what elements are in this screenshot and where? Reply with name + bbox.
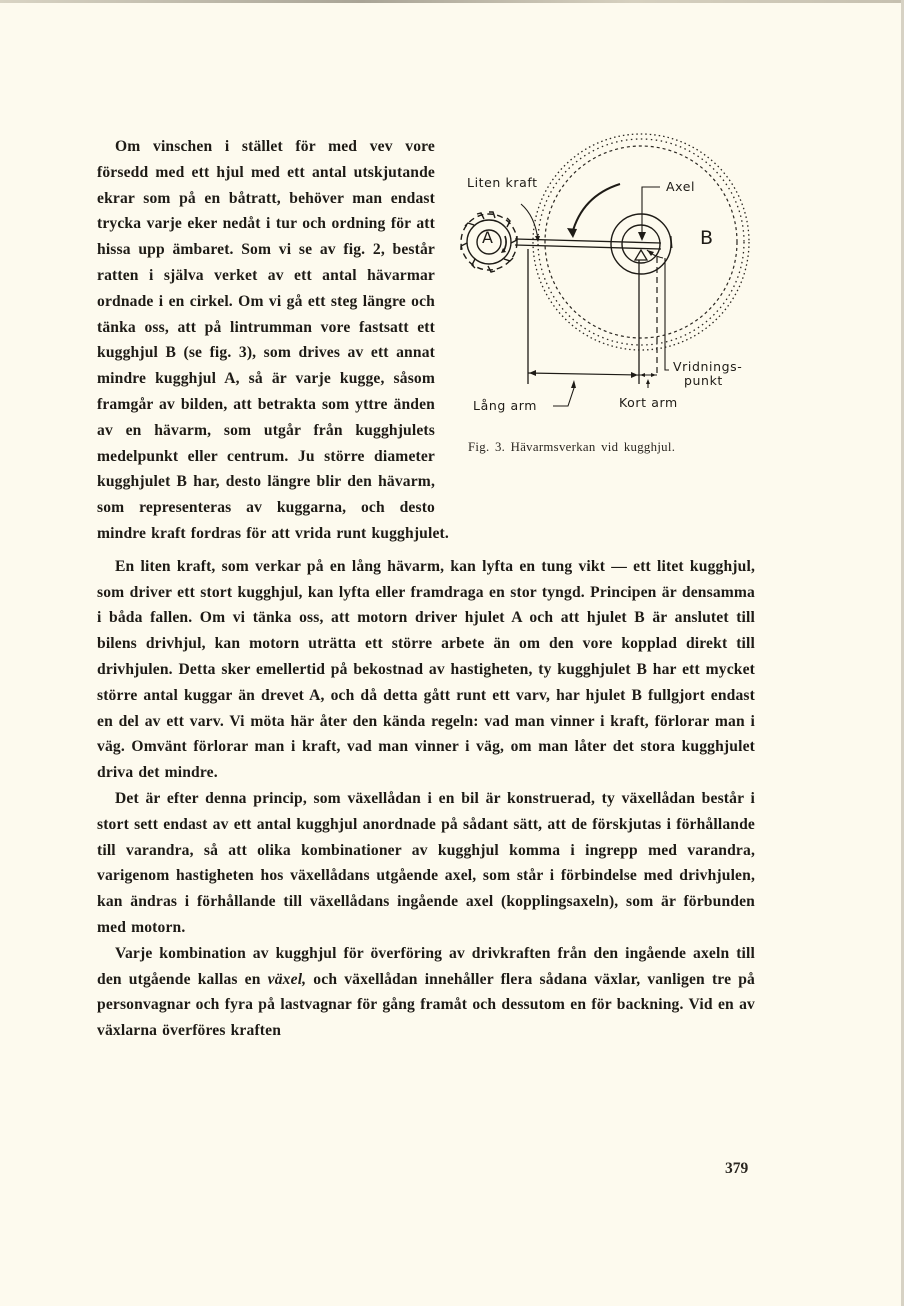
paragraph-1: Om vinschen i stället för med vev vore försedd med ett hjul med ett antal utskjutande ekrar som på en båtratt, behöver man endast trycka varje eker nedåt i tur och ordning för att hissa upp ämbaret. Som vi se av fig. 2, består ratten i själva verket av ett antal hävarmar ordnade i en cirkel. Om vi gå ett steg längre och tänka oss, att på lintrumman vore fastsatt ett kugghjul B (se fig. 3), som drives av ett annat mindre kugghjul A, så är varje kugge, såsom framgår av bilden, att betrakta som yttre änden av en hävarm, som utgår från kugghjulets medelpunkt eller centrum. Ju större diameter kugghjulet B har, desto längre blir den hävarm, som representeras av kuggarna, och desto mindre kraft fordras för att vrida runt kugghjulet.: [97, 138, 449, 542]
label-short-arm: Kort arm: [619, 395, 678, 410]
figure-caption: Fig. 3. Hävarmsverkan vid kugghjul.: [468, 440, 676, 454]
paragraph-4-emphasis: växel,: [267, 970, 307, 988]
page-top-edge: [0, 0, 904, 3]
label-pivot-line2: punkt: [684, 373, 723, 388]
page-number: 379: [725, 1160, 749, 1177]
label-gear-a: A: [482, 228, 494, 247]
paragraph-3: Det är efter denna princip, som växellådan i en bil är konstruerad, ty växellådan består i stort sett endast av ett antal kugghjul anordnade på sådant sätt, att de förskjutas i förhållande till varandra, så att olika kombinationer av kugghjul komma i ingrepp med varandra, varigenom hastigheten hos växellådans utgående axel, som står i förbindelse med drivhjulen, kan ändras i förhållande till växellådans ingående axel (kopplingsaxeln), som är förbunden med motorn.: [97, 789, 755, 936]
paragraph-2: En liten kraft, som verkar på en lång hävarm, kan lyfta en tung vikt — ett litet kugghjul, som driver ett stort kugghjul, kan lyfta eller framdraga en stor tyngd. Principen är densamma i båda fallen. Om vi tänka oss, att motorn driver hjulet A och att hjulet B är anslutet till bilens drivhjul, kan motorn uträtta ett större arbete än om den vore kopplad direkt till drivhjulen. Detta sker emellertid på bekostnad av hastigheten, ty kugghjulet B har ett mycket större antal kuggar än drevet A, och då detta gått runt ett varv, har hjulet B fullgjort endast en del av ett varv. Vi möta här åter den kända regeln: vad man vinner i kraft, förlorar man i väg. Omvänt förlorar man i kraft, vad man vinner i väg, om man låter det stora kugghjulet driva det mindre.: [97, 557, 755, 782]
axle-hub-icon: [611, 214, 671, 274]
label-long-arm: Lång arm: [473, 398, 538, 413]
label-axle: Axel: [666, 179, 696, 194]
label-gear-b: B: [700, 227, 714, 249]
paragraph-4-text-a: Varje kombination av kugghjul för överföring av drivkraften från den ingående axeln till den utgående kallas en: [97, 944, 755, 988]
label-pivot-line1: Vridnings-: [673, 359, 743, 374]
paragraph-4: [97, 941, 755, 1044]
paragraph-4-text-b: och växellådan innehåller flera sådana växlar, vanligen tre på personvagnar och fyra på lastvagnar för gång framåt och dessutom en för backning. Vid en av växlarna överföres kraften: [97, 970, 755, 1040]
label-small-force: Liten kraft: [467, 175, 538, 190]
figure-3-gears: [455, 132, 755, 500]
page-content: [97, 134, 755, 1044]
